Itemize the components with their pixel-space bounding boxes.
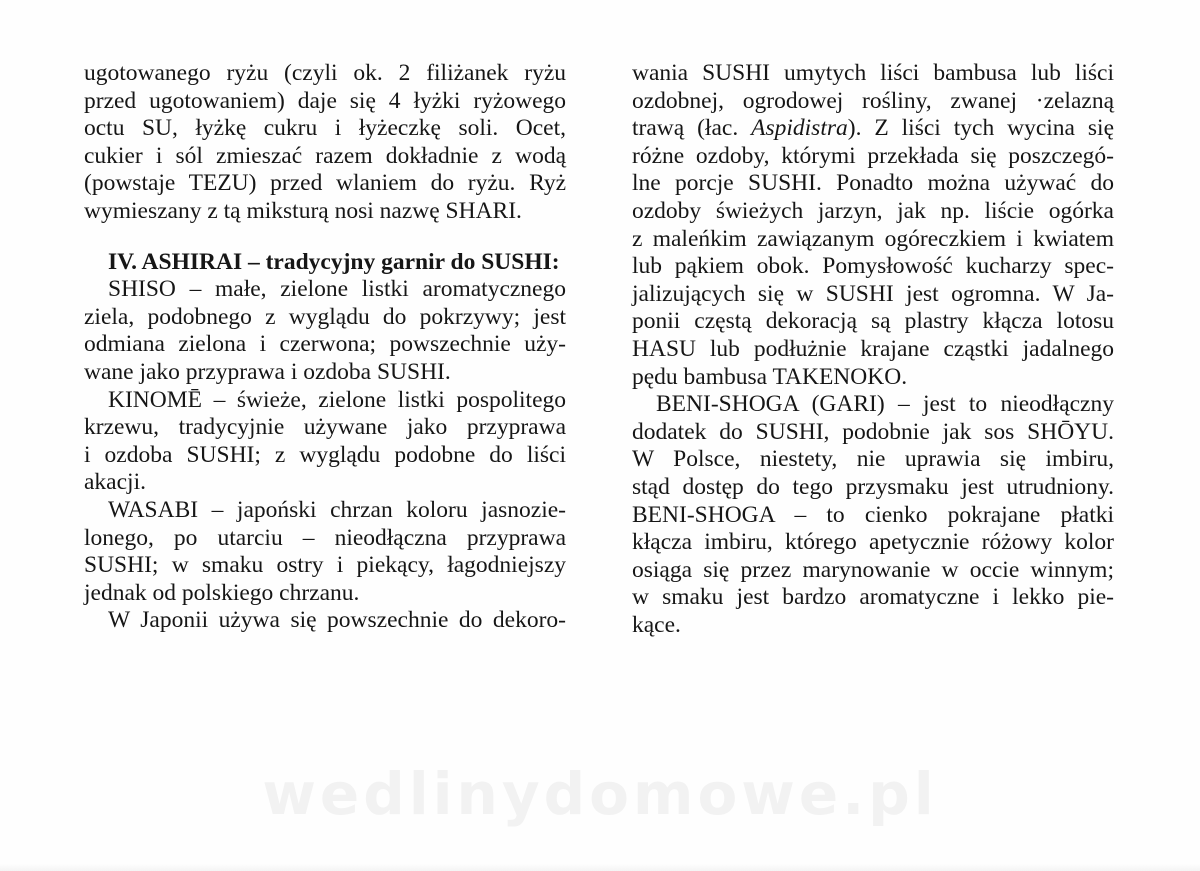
right-text-line: pędu bambusa TAKENOKO. [632,363,908,390]
latin-name: Aspidistra [751,115,848,142]
scan-edge [0,863,1200,871]
right-text-line: W Polsce, niestety, nie uprawia się imbiru, [632,446,1114,473]
section-heading: IV. ASHIRAI – tradycyjny garnir do SUSHI: [108,248,560,275]
left-text-line: akacji. [84,469,146,496]
left-text-line: odmiana zielona i czerwona; powszechnie uży- [84,331,566,358]
right-text-line: stąd dostęp do tego przysmaku jest utrudniony. [632,473,1114,500]
left-text-line: cukier i sól zmieszać razem dokładnie z wodą [84,142,566,169]
left-text-line: octu SU, łyżkę cukru i łyżeczkę soli. Ocet, [84,115,566,142]
left-text-line: WASABI – japoński chrzan koloru jasnozie- [108,496,566,523]
left-text-line: W Japonii używa się powszechnie do dekoro- [108,607,566,634]
left-text-line: ugotowanego ryżu (czyli ok. 2 filiżanek ryżu [84,60,566,86]
right-text-line: osiąga się przez marynowanie w occie winnym; [632,556,1114,583]
right-text-line: wania SUSHI umytych liści bambusa lub liści [632,60,1114,86]
right-text-line: w smaku jest bardzo aromatyczne i lekko pie- [632,584,1114,611]
left-text-line: krzewu, tradycyjnie używane jako przyprawa [84,414,566,441]
left-text-line: lonego, po utarciu – nieodłączna przyprawa [84,524,566,551]
left-text-column [84,60,566,635]
left-text-line: jednak od polskiego chrzanu. [84,579,360,606]
left-text-line: SUSHI; w smaku ostry i piekący, łagodniejszy [84,552,566,579]
right-text-line: kące. [632,611,681,638]
right-text-line: lne porcje SUSHI. Ponadto można używać do [632,170,1114,197]
right-text-line: BENI-SHOGA (GARI) – jest to nieodłączny [656,391,1114,418]
right-text-line: kłącza imbiru, którego apetycznie różowy kolor [632,529,1114,556]
left-text-line: (powstaje TEZU) przed wlaniem do ryżu. Ryż [84,170,566,197]
left-text-line: SHISO – małe, zielone listki aromatycznego [108,276,566,303]
right-text-line: ponii częstą dekoracją są plastry kłącza lotosu [632,308,1114,335]
left-paragraph-gap [84,226,566,249]
left-text-line: wane jako przyprawa i ozdoba SUSHI. [84,358,451,385]
watermark: wedlinydomowe.pl [262,760,938,828]
right-text-line: trawą (łac. Aspidistra). Z liści tych wycina się [632,115,1114,142]
right-text-line: ozdoby świeżych jarzyn, jak np. liście ogórka [632,197,1114,224]
right-text-column [632,60,1114,639]
right-text-line: dodatek do SUSHI, podobnie jak sos SHŌYU. [632,418,1114,445]
right-text-line: HASU lub podłużnie krajane cząstki jadalnego [632,335,1114,362]
left-text-line: wymieszany z tą miksturą nosi nazwę SHARI. [84,197,522,224]
right-text-line: lub pąkiem obok. Pomysłowość kucharzy spec- [632,253,1114,280]
right-text-line: różne ozdoby, którymi przekłada się poszczegó- [632,142,1114,169]
right-text-line: jalizujących się w SUSHI jest ogromna. W Ja- [632,280,1114,307]
left-text-line: KINOMĒ – świeże, zielone listki pospolitego [108,386,566,413]
right-text-line: z maleńkim zawiązanym ogóreczkiem i kwiatem [632,225,1114,252]
left-text-line: i ozdoba SUSHI; z wyglądu podobne do liści [84,441,566,468]
left-text-line: przed ugotowaniem) daje się 4 łyżki ryżowego [84,87,566,114]
right-text-line: BENI-SHOGA – to cienko pokrajane płatki [632,501,1114,528]
right-text-line: ozdobnej, ogrodowej rośliny, zwanej ·zelazną [632,87,1114,114]
left-text-line: ziela, podobnego z wyglądu do pokrzywy; jest [84,303,566,330]
